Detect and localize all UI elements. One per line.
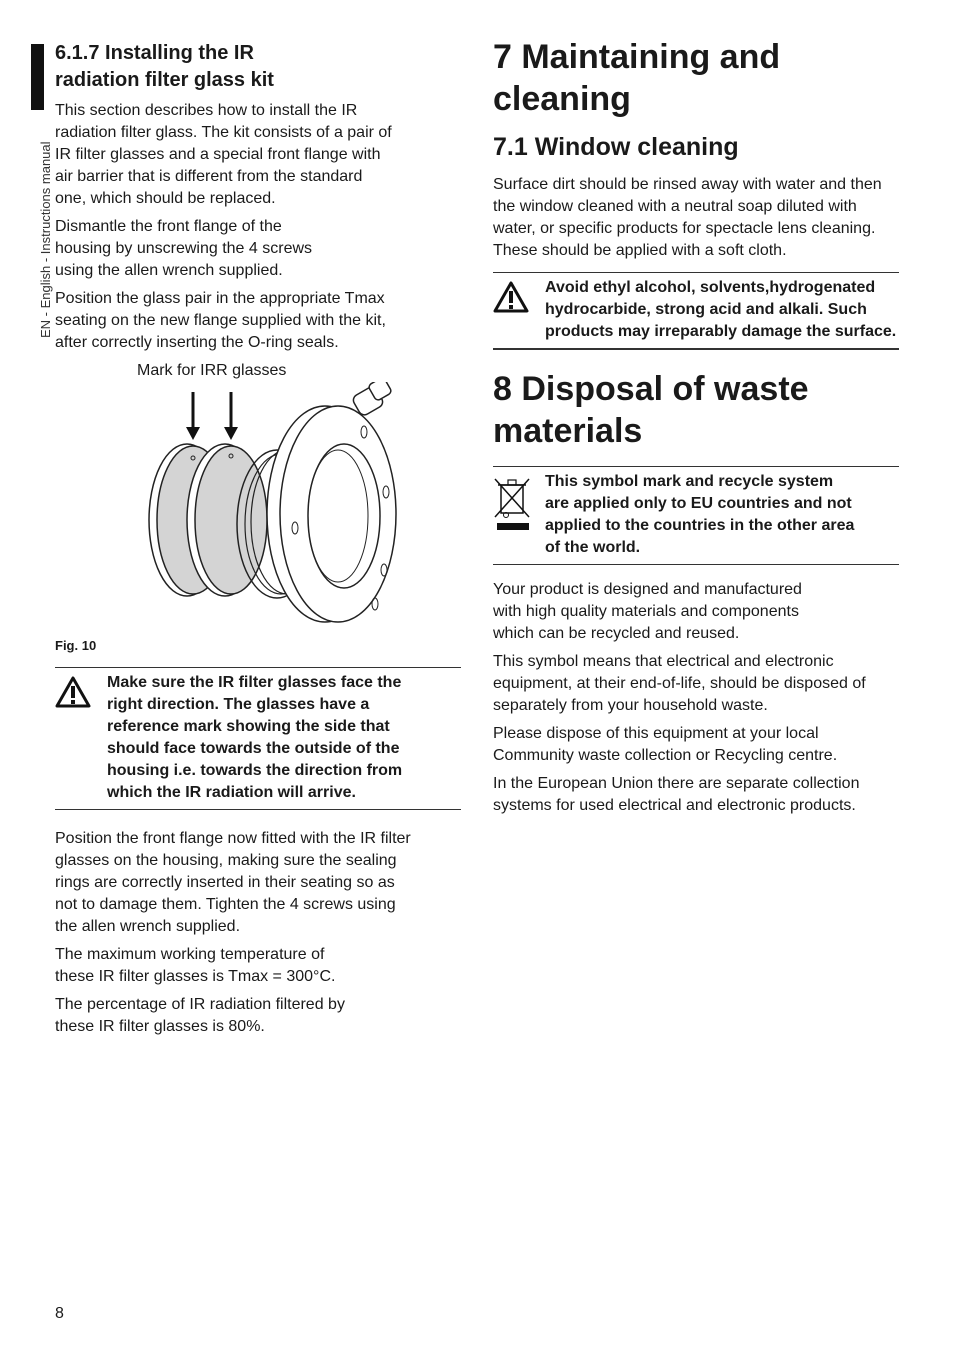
left-column [55,40,461,1044]
sidebar-label: EN - English - Instructions manual [38,141,53,338]
paragraph: Please dispose of this equipment at your local Community waste collection or Recycling centre. [493,725,838,764]
paragraph: This symbol means that electrical and electronic equipment, at their end-of-life, should be disposed of separately from your household waste. [493,653,866,714]
crossed-bin-icon [493,471,545,559]
warning-text: Avoid ethyl alcohol, solvents,hydrogenated hydrocarbide, strong acid and alkali. Such products may irreparably damage the surface. [545,279,897,340]
warning-triangle-icon [55,672,107,804]
ir-filter-kit-illustration [135,382,435,632]
paragraph: This section describes how to install the IR radiation filter glass. The kit consists of a pair of IR filter glasses and a special front flange with air barrier that is different from the standard one, which should be replaced. [55,102,392,207]
chapter-heading-7: 7 Maintaining and cleaning [493,38,781,118]
right-column [493,36,899,823]
sidebar-marker [31,44,44,110]
figure-label: Mark for IRR glasses [137,362,287,379]
section-heading-617: 6.1.7 Installing the IR radiation filter glass kit [55,42,274,91]
page-number: 8 [55,1305,64,1322]
recycle-note-text: This symbol mark and recycle system are applied only to EU countries and not applied to the countries in the other area of the world. [545,473,855,556]
warning-box [55,667,461,810]
paragraph: Dismantle the front flange of the housing by unscrewing the 4 screws using the allen wrench supplied. [55,218,313,279]
figure-caption: Fig. 10 [55,638,97,653]
paragraph: The maximum working temperature of these IR filter glasses is Tmax = 300°C. [55,946,336,985]
paragraph: Position the front flange now fitted with the IR filter glasses on the housing, making sure the sealing rings are correctly inserted in their seating so as not to damage them. Tighten the 4 screws using the allen wrench supplied. [55,830,411,935]
recycle-note-box [493,466,899,565]
paragraph: In the European Union there are separate collection systems for used electrical and electronic products. [493,775,860,814]
paragraph: Surface dirt should be rinsed away with water and then the window cleaned with a neutral soap diluted with water, or specific products for spectacle lens cleaning. These should be applied with a soft cloth. [493,176,882,259]
paragraph: The percentage of IR radiation filtered by these IR filter glasses is 80%. [55,996,345,1035]
paragraph: Position the glass pair in the appropriate Tmax seating on the new flange supplied with the kit, after correctly inserting the O-ring seals. [55,290,386,351]
chapter-heading-8: 8 Disposal of waste materials [493,370,809,450]
paragraph: Your product is designed and manufactured with high quality materials and components which can be recycled and reused. [493,581,802,642]
figure-ir-filter [55,362,461,632]
warning-triangle-icon [493,277,545,343]
warning-text: Make sure the IR filter glasses face the right direction. The glasses have a reference mark showing the side that should face towards the outside of the housing i.e. towards the direction from which the IR radiation will arrive. [107,674,403,801]
section-heading-71: 7.1 Window cleaning [493,133,739,161]
warning-box [493,272,899,350]
